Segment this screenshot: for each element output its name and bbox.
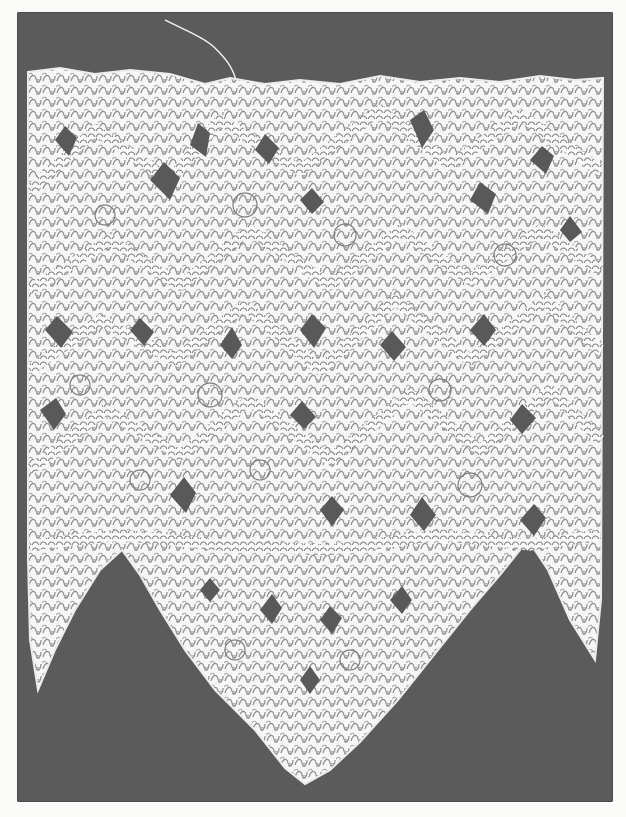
loose-thread bbox=[165, 20, 236, 80]
